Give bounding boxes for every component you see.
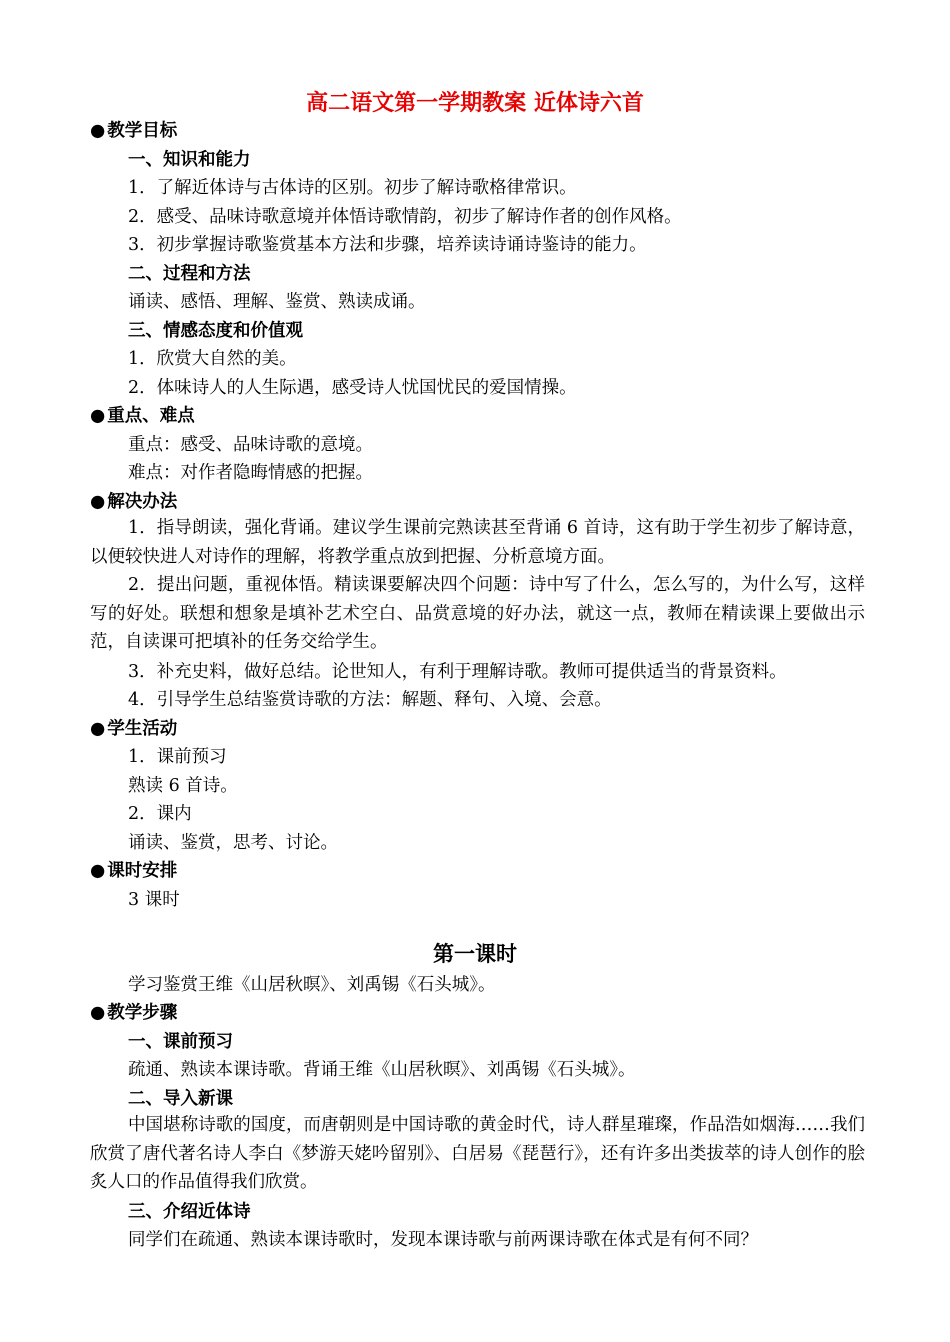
paragraph-text: 中国堪称诗歌的国度，而唐朝则是中国诗歌的黄金时代，诗人群星璀璨，作品浩如烟海……我们欣赏了唐代著名诗人李白《梦游天姥吟留别》、白居易《琵琶行》，还有许多出类拔萃的诗人创作的脍炙人口的作品值得我们欣赏。 (90, 1115, 865, 1192)
paragraph-text: 疏通、熟读本课诗歌。背诵王维《山居秋暝》、刘禹锡《石头城》。 (128, 1060, 636, 1080)
bullet-icon: ● (90, 121, 106, 141)
list-item: 2．感受、品味诗歌意境并体悟诗歌情韵，初步了解诗作者的创作风格。 (128, 207, 682, 227)
bullet-icon: ● (90, 719, 106, 739)
subheading-emotion: 三、情感态度和价值观 (128, 321, 303, 341)
list-item: 1．欣赏大自然的美。 (128, 349, 297, 369)
list-item: 1．课前预习 (128, 747, 227, 767)
section-heading-goals (90, 119, 177, 143)
section-heading-focus (90, 404, 195, 428)
bullet-icon: ● (90, 1003, 106, 1023)
method-paragraph: 4．引导学生总结鉴赏诗歌的方法：解题、释句、入境、会意。 (128, 690, 612, 710)
paragraph-text: 诵读、感悟、理解、鉴赏、熟读成诵。 (128, 292, 426, 312)
subheading-modern-poetry: 三、介绍近体诗 (128, 1202, 251, 1222)
subheading-knowledge: 一、知识和能力 (128, 150, 251, 170)
section-heading-activities (90, 717, 177, 741)
section-heading-label: 重点、难点 (107, 406, 195, 426)
paragraph-text: 重点：感受、品味诗歌的意境。 (128, 435, 373, 455)
paragraph-text: 学习鉴赏王维《山居秋暝》、刘禹锡《石头城》。 (128, 975, 496, 995)
paragraph-text: 3 课时 (128, 890, 180, 910)
section-heading-methods (90, 490, 177, 514)
paragraph-text: 难点：对作者隐晦情感的把握。 (128, 463, 373, 483)
bullet-icon: ● (90, 406, 106, 426)
section-heading-label: 教学步骤 (107, 1003, 178, 1023)
method-paragraph: 3．补充史料，做好总结。论世知人，有利于理解诗歌。教师可提供适当的背景资料。 (128, 662, 787, 682)
section-heading-steps (90, 1001, 177, 1025)
bullet-icon: ● (90, 861, 106, 881)
paragraph-text: 同学们在疏通、熟读本课诗歌时，发现本课诗歌与前两课诗歌在体式是有何不同？ (128, 1230, 758, 1250)
method-paragraph: 1．指导朗读，强化背诵。建议学生课前完熟读甚至背诵 6 首诗，这有助于学生初步了解诗意，以便较快进人对诗作的理解，将教学重点放到把握、分析意境方面。 (90, 518, 865, 567)
section-heading-label: 课时安排 (107, 861, 178, 881)
list-item: 1．了解近体诗与古体诗的区别。初步了解诗歌格律常识。 (128, 178, 577, 198)
section-heading-label: 学生活动 (107, 719, 178, 739)
subheading-intro-new: 二、导入新课 (128, 1089, 233, 1109)
section-heading-label: 解决办法 (107, 492, 178, 512)
section-heading-label: 教学目标 (107, 121, 178, 141)
paragraph-text: 诵读、鉴赏，思考、讨论。 (128, 833, 338, 853)
lesson-title: 第一课时 (433, 942, 517, 966)
subheading-process: 二、过程和方法 (128, 264, 251, 284)
list-item: 2．体味诗人的人生际遇，感受诗人忧国忧民的爱国情操。 (128, 378, 577, 398)
list-item: 2．课内 (128, 804, 192, 824)
paragraph-text: 熟读 6 首诗。 (128, 776, 238, 796)
method-paragraph: 2．提出问题，重视体悟。精读课要解决四个问题：诗中写了什么，怎么写的，为什么写，这样写的好处。联想和想象是填补艺术空白、品赏意境的好办法，就这一点，教师在精读课上要做出示范，自读课可把填补的任务交给学生。 (90, 575, 865, 652)
document-title: 高二语文第一学期教案 近体诗六首 (306, 91, 644, 116)
list-item: 3．初步掌握诗歌鉴赏基本方法和步骤，培养读诗诵诗鉴诗的能力。 (128, 235, 647, 255)
section-heading-schedule (90, 859, 177, 883)
bullet-icon: ● (90, 492, 106, 512)
subheading-preview: 一、课前预习 (128, 1032, 233, 1052)
